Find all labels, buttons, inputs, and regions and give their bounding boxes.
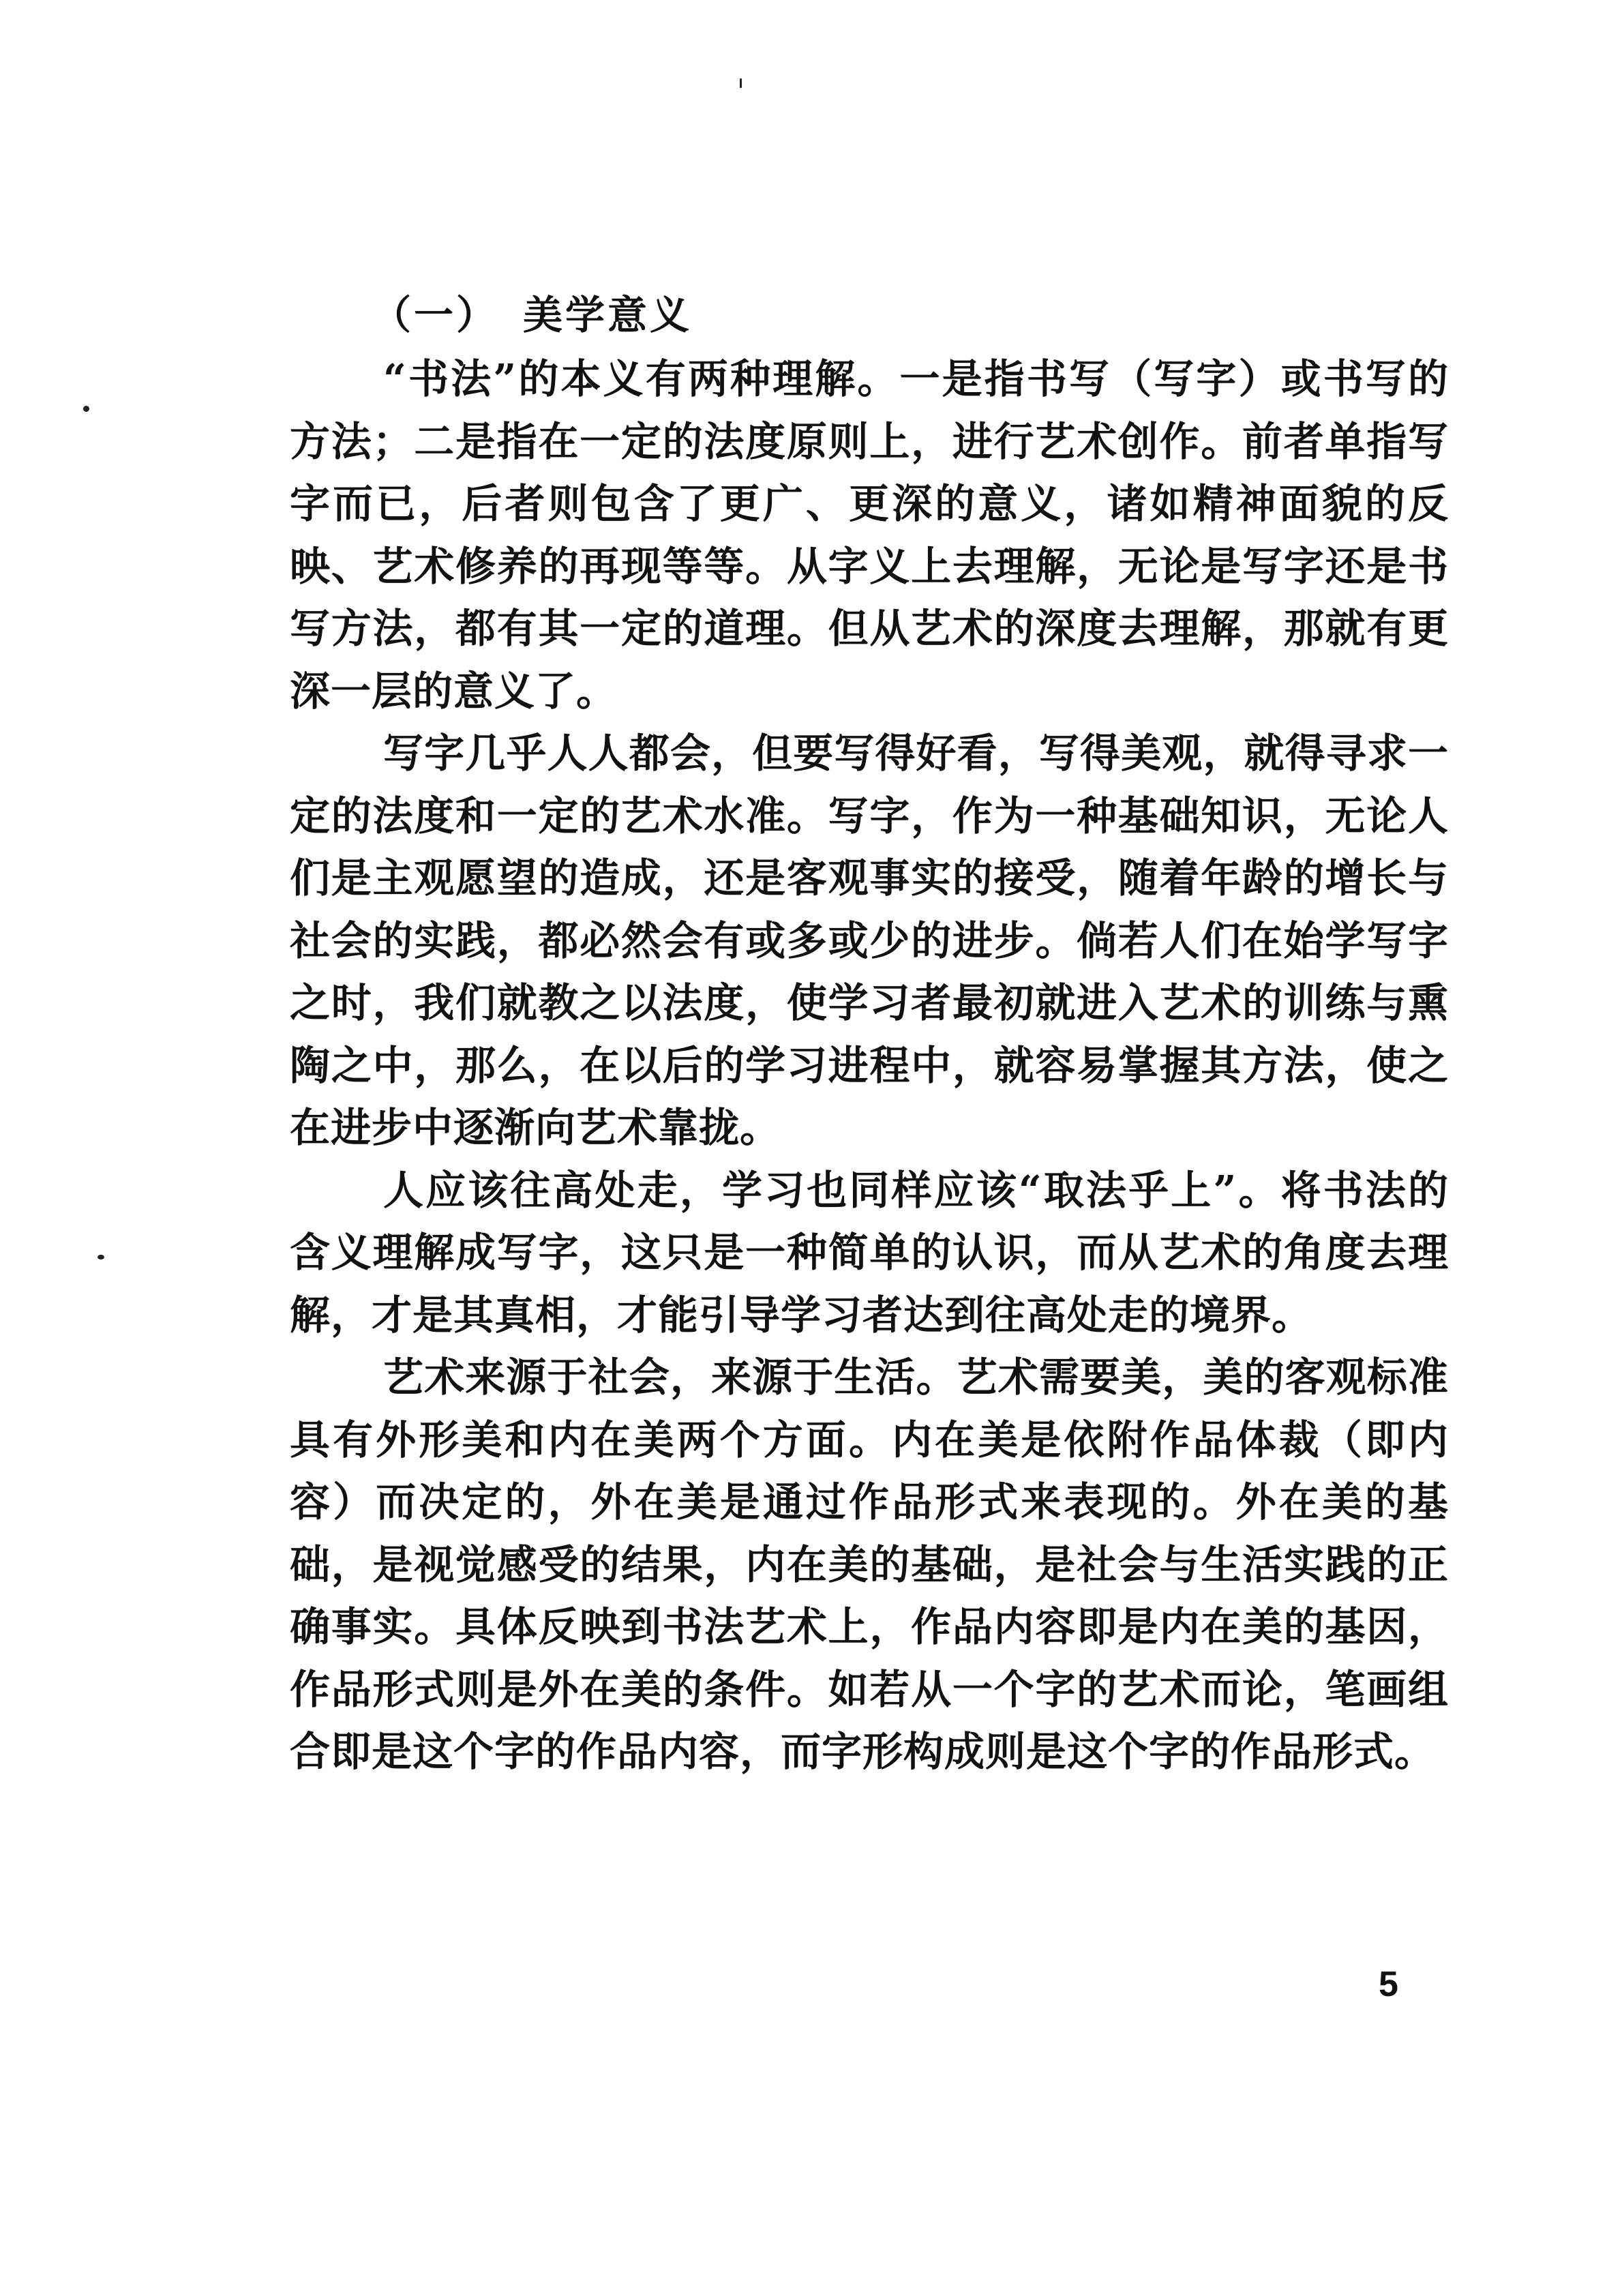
scan-speck — [740, 78, 742, 88]
scan-speck — [83, 406, 89, 412]
paragraph-4: 艺术来源于社会，来源于生活。艺术需要美，美的客观标准具有外形美和内在美两个方面。内在美是依附作品体裁（即内容）而决定的，外在美是通过作品形式来表现的。外在美的基础，是视觉感受的结果，内在美的基础，是社会与生活实践的正确事实。具体反映到书法艺术上，作品内容即是内在美的基因，作品形式则是外在美的条件。如若从一个字的艺术而论，笔画组合即是这个字的作品内容，而字形构成则是这个字的作品形式。 — [290, 1354, 1449, 1775]
body-text — [290, 348, 1449, 1783]
section-heading — [372, 283, 692, 340]
page-number: 5 — [1379, 1965, 1398, 2004]
section-title: 美学意义 — [523, 292, 693, 338]
scan-speck — [97, 1255, 104, 1259]
paragraph-1: “书法”的本义有两种理解。一是指书写（写字）或书写的方法；二是指在一定的法度原则上，进行艺术创作。前者单指写字而已，后者则包含了更广、更深的意义，诸如精神面貌的反映、艺术修养的再现等等。从字义上去理解，无论是写字还是书写方法，都有其一定的道理。但从艺术的深度去理解，那就有更深一层的意义了。 — [290, 355, 1449, 715]
paragraph-3: 人应该往高处走，学习也同样应该“取法乎上”。将书法的含义理解成写字，这只是一种简单的认识，而从艺术的角度去理解，才是其真相，才能引导学习者达到往高处走的境界。 — [290, 1166, 1449, 1339]
section-number: （一） — [372, 292, 499, 338]
paragraph-2: 写字几乎人人都会，但要写得好看，写得美观，就得寻求一定的法度和一定的艺术水准。写字，作为一种基础知识，无论人们是主观愿望的造成，还是客观事实的接受，随着年龄的增长与社会的实践，都必然会有或多或少的进步。倘若人们在始学写字之时，我们就教之以法度，使学习者最初就进入艺术的训练与熏陶之中，那么，在以后的学习进程中，就容易掌握其方法，使之在进步中逐渐向艺术靠拢。 — [290, 730, 1449, 1151]
